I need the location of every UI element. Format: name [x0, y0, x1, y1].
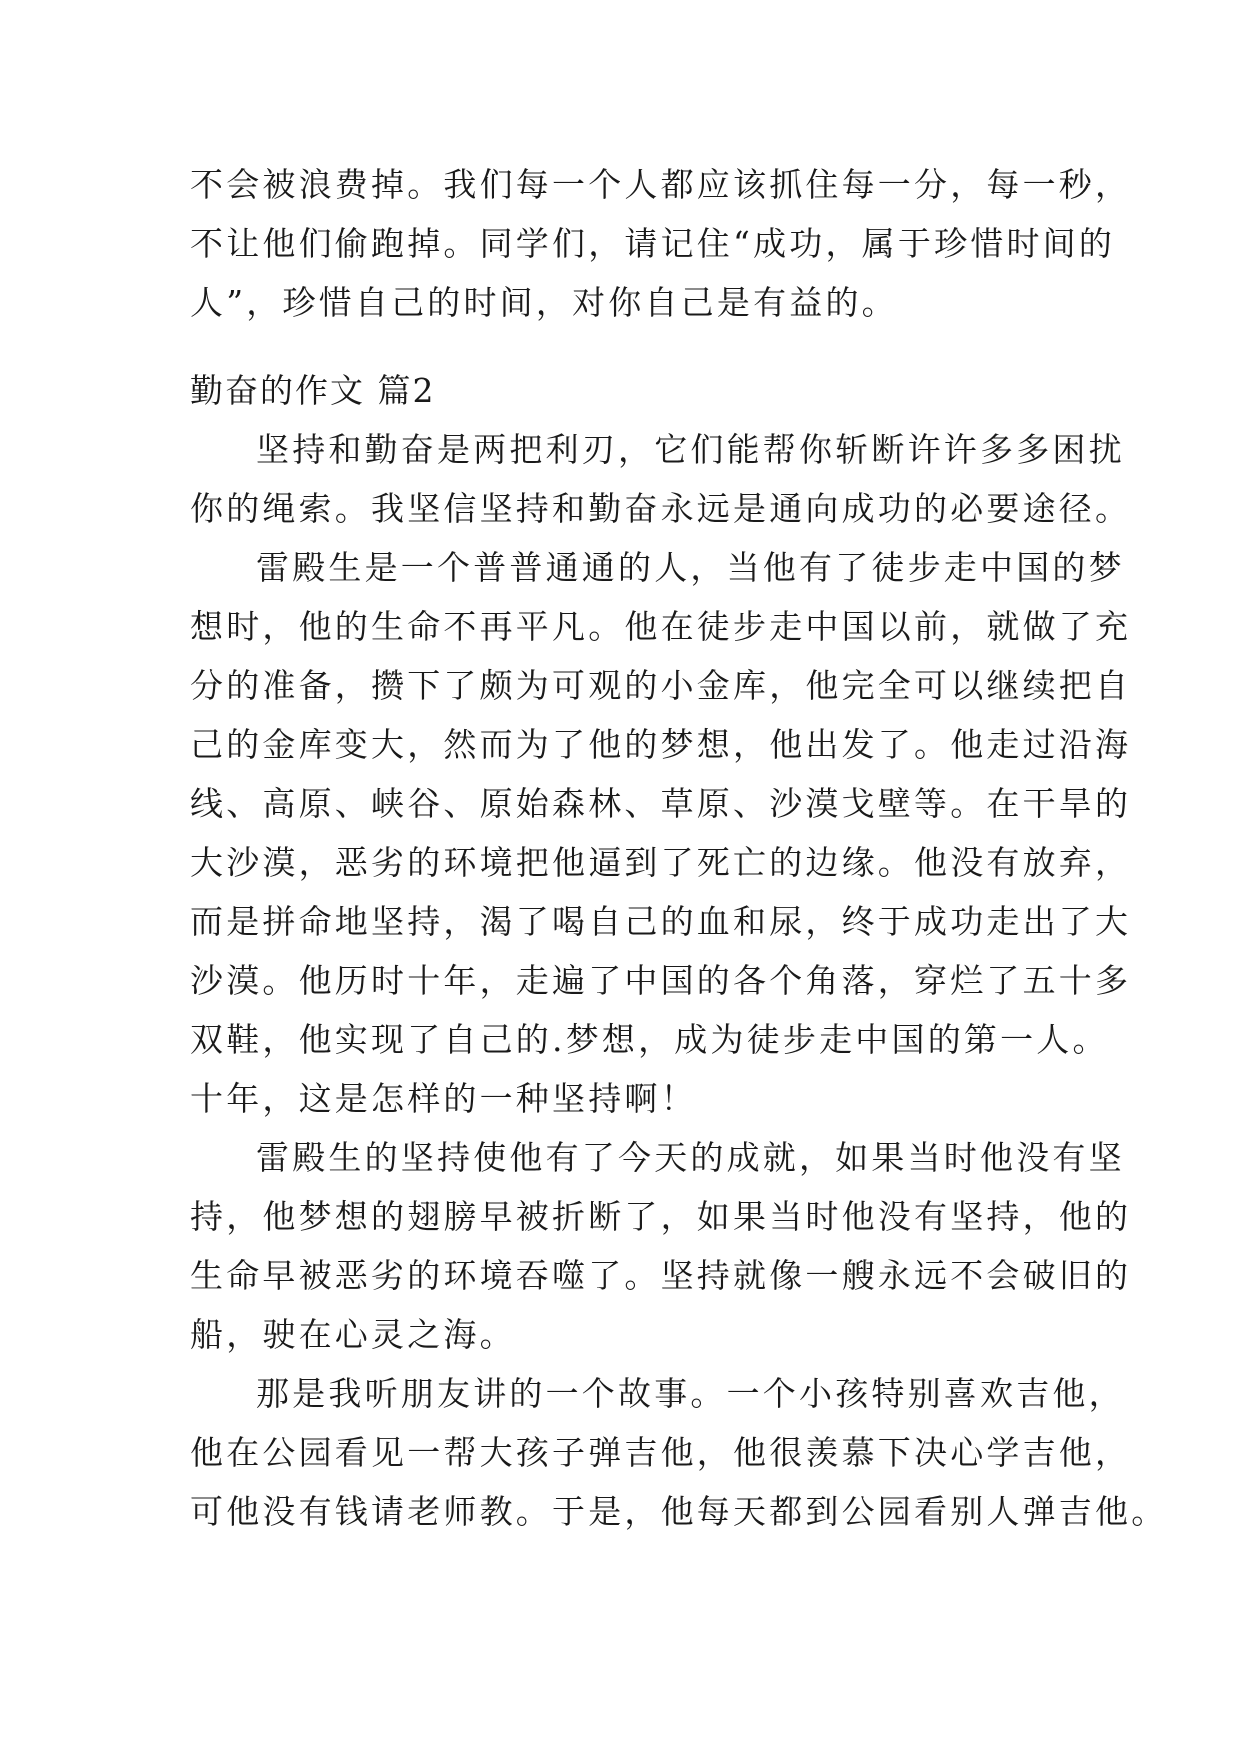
section-title-block	[190, 361, 1052, 420]
text-line: 分的准备，攒下了颇为可观的小金库，他完全可以继续把自	[190, 666, 1132, 705]
article-body	[190, 420, 1168, 1541]
text-line: 双鞋，他实现了自己的.梦想，成为徒步走中国的第一人。	[190, 1020, 1109, 1059]
text-line: 持，他梦想的翅膀早被折断了，如果当时他没有坚持，他的	[190, 1197, 1132, 1236]
text-line: 十年，这是怎样的一种坚持啊！	[190, 1079, 697, 1118]
text-line: 线、高原、峡谷、原始森林、草原、沙漠戈壁等。在干旱的	[190, 784, 1132, 823]
paragraph	[190, 420, 1132, 538]
text-line: 不让他们偷跑掉。同学们，请记住“成功，属于珍惜时间的	[190, 224, 1116, 263]
text-line: 生命早被恶劣的环境吞噬了。坚持就像一艘永远不会破旧的	[190, 1256, 1132, 1295]
section-title: 勤奋的作文 篇2	[190, 371, 436, 410]
paragraph	[190, 1128, 1132, 1364]
text-line: 雷殿生是一个普普通通的人，当他有了徒步走中国的梦	[256, 548, 1125, 587]
text-line: 不会被浪费掉。我们每一个人都应该抓住每一分，每一秒，	[190, 165, 1132, 204]
text-line: 船，驶在心灵之海。	[190, 1315, 516, 1354]
paragraph	[190, 1364, 1168, 1541]
text-line: 雷殿生的坚持使他有了今天的成就，如果当时他没有坚	[256, 1138, 1125, 1177]
text-line: 可他没有钱请老师教。于是，他每天都到公园看别人弹吉他。	[190, 1492, 1168, 1531]
text-line: 己的金库变大，然而为了他的梦想，他出发了。他走过沿海	[190, 725, 1132, 764]
paragraph	[190, 538, 1132, 1128]
text-line: 而是拼命地坚持，渴了喝自己的血和尿，终于成功走出了大	[190, 902, 1132, 941]
text-line: 人”，珍惜自己的时间，对你自己是有益的。	[190, 283, 898, 322]
text-line: 沙漠。他历时十年，走遍了中国的各个角落，穿烂了五十多	[190, 961, 1132, 1000]
text-line: 大沙漠，恶劣的环境把他逼到了死亡的边缘。他没有放弃，	[190, 843, 1132, 882]
carryover-paragraph	[190, 155, 1132, 332]
text-line: 他在公园看见一帮大孩子弹吉他，他很羡慕下决心学吉他，	[190, 1433, 1132, 1472]
text-line: 你的绳索。我坚信坚持和勤奋永远是通向成功的必要途径。	[190, 489, 1132, 528]
text-line: 那是我听朋友讲的一个故事。一个小孩特别喜欢吉他，	[256, 1374, 1125, 1413]
text-line: 坚持和勤奋是两把利刃，它们能帮你斩断许许多多困扰	[256, 430, 1125, 469]
text-line: 想时，他的生命不再平凡。他在徒步走中国以前，就做了充	[190, 607, 1132, 646]
